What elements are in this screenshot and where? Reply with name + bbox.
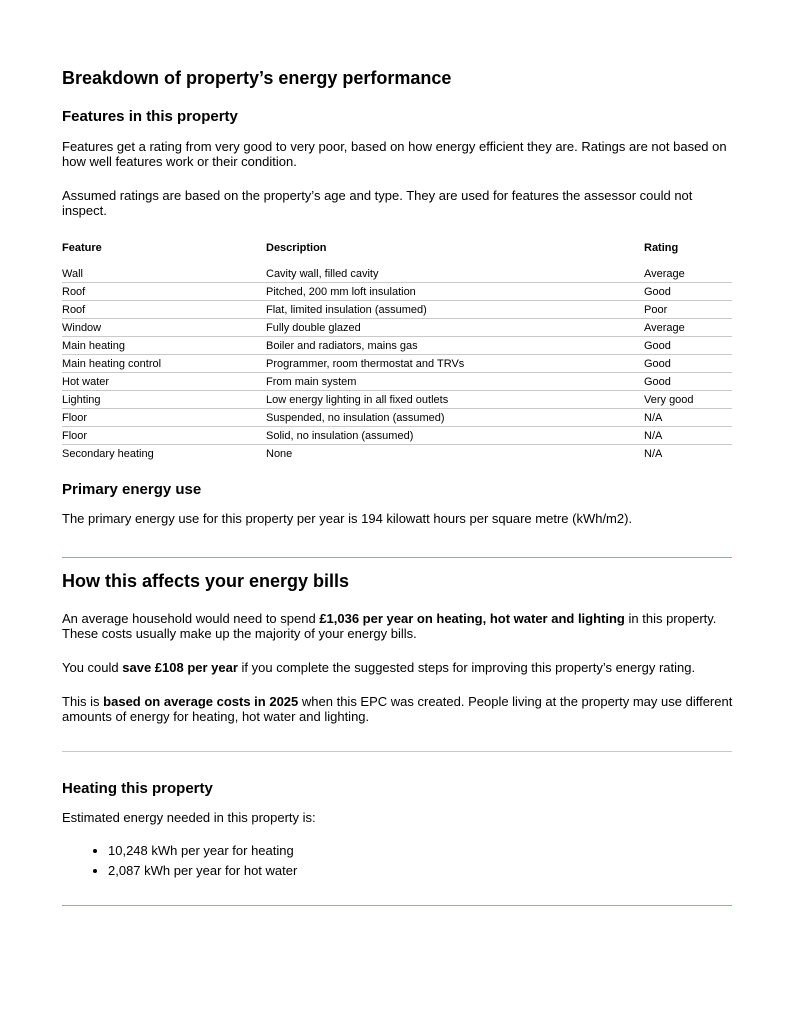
feature-cell: Window [62, 319, 266, 337]
feature-cell: Lighting [62, 391, 266, 409]
table-row [62, 265, 732, 283]
feature-cell: Floor [62, 427, 266, 445]
bills-p3-text: This is [62, 694, 104, 709]
description-cell: Suspended, no insulation (assumed) [266, 409, 644, 427]
description-cell: Solid, no insulation (assumed) [266, 427, 644, 445]
description-cell: Low energy lighting in all fixed outlets [266, 391, 644, 409]
bills-p1-text-end: in this property. These costs usually make up the majority of your energy bills. [62, 611, 717, 641]
list-item: • 2,087 kWh per year for hot water [108, 861, 297, 881]
feature-cell: Roof [62, 283, 266, 301]
bills-paragraph-1 [62, 611, 734, 641]
table-row [62, 373, 732, 391]
breakdown-title: Breakdown of property’s energy performance [62, 68, 452, 88]
features-intro-2: Assumed ratings are based on the property’s age and type. They are used for features the assessor could not inspect. [62, 188, 693, 218]
rating-cell: N/A [644, 447, 663, 460]
header-rating: Rating [644, 242, 679, 254]
rating-cell: Average [644, 319, 732, 337]
heating-estimates-list [62, 841, 297, 881]
table-row [62, 319, 732, 337]
table-row [62, 301, 732, 319]
bills-p3-text-end: when this EPC was created. People living at the property may use different amounts of energy for heating, hot water and lighting. [62, 694, 733, 724]
primary-energy-text: The primary energy use for this property per year is 194 kilowatt hours per square metre (kWh/m2). [62, 511, 633, 526]
description-cell: Programmer, room thermostat and TRVs [266, 355, 644, 373]
heating-title: Heating this property [62, 780, 213, 797]
section-divider [62, 557, 732, 558]
bills-p1-emphasis: £1,036 per year on heating, hot water and lighting [319, 611, 625, 626]
feature-cell: Main heating [62, 337, 266, 355]
features-heading: Features in this property [62, 108, 238, 125]
table-row [62, 445, 732, 463]
list-item: • 10,248 kWh per year for heating [108, 841, 297, 861]
features-table [62, 242, 732, 462]
rating-cell: Poor [644, 301, 732, 319]
header-feature: Feature [62, 242, 102, 254]
rating-cell: Average [644, 265, 732, 283]
table-row [62, 283, 732, 301]
rating-cell: N/A [644, 427, 732, 445]
feature-cell: Floor [62, 409, 266, 427]
heating-intro: Estimated energy needed in this property is: [62, 810, 316, 825]
bills-p2-emphasis: save £108 per year [122, 660, 238, 675]
description-cell: Fully double glazed [266, 319, 644, 337]
table-row [62, 391, 732, 409]
bills-p2-text-end: if you complete the suggested steps for improving this property’s energy rating. [237, 660, 696, 675]
section-divider-bottom [62, 905, 732, 906]
rating-cell: Good [644, 283, 732, 301]
description-cell: Boiler and radiators, mains gas [266, 337, 644, 355]
features-table-body [62, 265, 732, 462]
feature-cell: Hot water [62, 373, 266, 391]
rating-cell: N/A [644, 409, 732, 427]
bills-paragraph-3 [62, 694, 734, 724]
features-intro-1: Features get a rating from very good to very poor, based on how energy efficient they are. Ratings are not based on how well features work or their condition. [62, 139, 727, 169]
primary-energy-heading: Primary energy use [62, 481, 202, 498]
description-cell: Flat, limited insulation (assumed) [266, 301, 644, 319]
rating-cell: Good [644, 337, 732, 355]
rating-cell: Good [644, 373, 732, 391]
rating-cell: Very good [644, 391, 732, 409]
rating-cell: Good [644, 355, 732, 373]
feature-cell: Roof [62, 301, 266, 319]
table-header-row [62, 242, 732, 265]
bills-title: How this affects your energy bills [62, 571, 350, 591]
subsection-divider [62, 751, 732, 752]
description-cell: Pitched, 200 mm loft insulation [266, 283, 644, 301]
feature-cell: Secondary heating [62, 447, 154, 460]
table-row [62, 355, 732, 373]
table-row [62, 427, 732, 445]
description-cell: From main system [266, 373, 644, 391]
description-cell: None [266, 447, 293, 460]
bills-p3-emphasis: based on average costs in 2025 [103, 694, 299, 709]
bills-p1-text: An average household would need to spend [62, 611, 320, 626]
bills-paragraph-2 [62, 660, 734, 675]
feature-cell: Main heating control [62, 355, 266, 373]
bills-p2-text: You could [62, 660, 123, 675]
table-row [62, 409, 732, 427]
feature-cell: Wall [62, 265, 266, 283]
header-description: Description [266, 242, 327, 254]
description-cell: Cavity wall, filled cavity [266, 265, 644, 283]
table-row [62, 337, 732, 355]
